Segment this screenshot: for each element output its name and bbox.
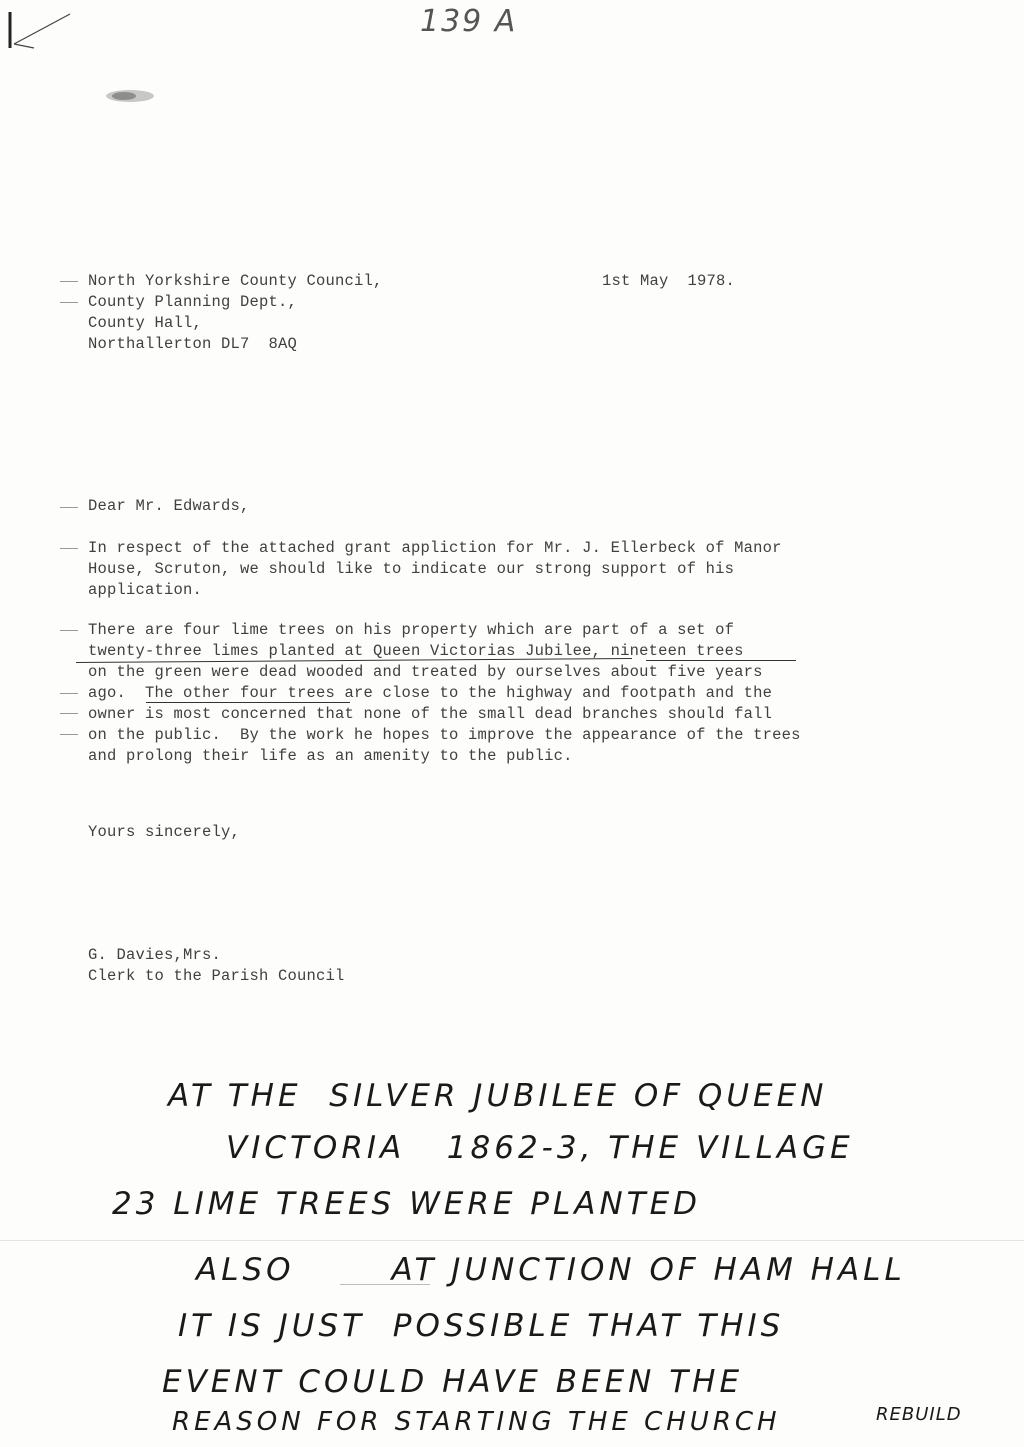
margin-tick bbox=[60, 548, 78, 549]
smudge-mark bbox=[102, 84, 160, 106]
margin-tick bbox=[60, 713, 78, 714]
handwritten-line: AT THE SILVER JUBILEE OF QUEEN bbox=[168, 1078, 828, 1114]
closing: Yours sincerely, bbox=[88, 823, 241, 841]
recipient-line-3: County Hall, bbox=[88, 314, 203, 332]
paragraph-2-line: on the public. By the work he hopes to improve the appearance of the trees bbox=[88, 726, 801, 744]
corner-fold-mark bbox=[4, 10, 74, 50]
margin-tick bbox=[60, 630, 78, 631]
handwritten-line: ALSO AT JUNCTION OF HAM HALL bbox=[196, 1252, 906, 1288]
underline-nineteen-trees bbox=[646, 660, 796, 661]
letter-date: 1st May 1978. bbox=[602, 272, 736, 290]
signatory-name: G. Davies,Mrs. bbox=[88, 946, 222, 964]
margin-tick bbox=[60, 281, 78, 282]
underline-other-four-trees bbox=[146, 702, 350, 703]
paragraph-2-line: on the green were dead wooded and treated by ourselves about five years bbox=[88, 663, 763, 681]
recipient-line-4: Northallerton DL7 8AQ bbox=[88, 335, 298, 353]
signatory-title: Clerk to the Parish Council bbox=[88, 967, 345, 985]
paragraph-2-line: and prolong their life as an amenity to the public. bbox=[88, 747, 573, 765]
paragraph-2-line: twenty-three limes planted at Queen Victorias Jubilee, nineteen trees bbox=[88, 642, 744, 660]
handwritten-dash bbox=[340, 1284, 430, 1285]
handwritten-line: REBUILD bbox=[876, 1404, 962, 1425]
paragraph-2-line: owner is most concerned that none of the small dead branches should fall bbox=[88, 705, 773, 723]
paper-line bbox=[0, 1240, 1024, 1241]
handwritten-line: EVENT COULD HAVE BEEN THE bbox=[162, 1364, 744, 1400]
recipient-line-1: North Yorkshire County Council, bbox=[88, 272, 383, 290]
margin-tick bbox=[60, 507, 78, 508]
margin-tick bbox=[60, 734, 78, 735]
paragraph-2-line: There are four lime trees on his property which are part of a set of bbox=[88, 621, 735, 639]
reference-mark: 139 A bbox=[420, 4, 518, 39]
paragraph-1-line: In respect of the attached grant appliction for Mr. J. Ellerbeck of Manor bbox=[88, 539, 782, 557]
paragraph-1-line: application. bbox=[88, 581, 203, 599]
handwritten-line: REASON FOR STARTING THE CHURCH bbox=[172, 1407, 781, 1437]
handwritten-line: VICTORIA 1862-3, THE VILLAGE bbox=[226, 1130, 854, 1166]
margin-tick bbox=[60, 302, 78, 303]
paragraph-1-line: House, Scruton, we should like to indicate our strong support of his bbox=[88, 560, 735, 578]
margin-tick bbox=[60, 693, 78, 694]
handwritten-line: 23 LIME TREES WERE PLANTED bbox=[112, 1186, 702, 1222]
handwritten-line: IT IS JUST POSSIBLE THAT THIS bbox=[178, 1308, 785, 1344]
salutation: Dear Mr. Edwards, bbox=[88, 497, 250, 515]
paragraph-2-line: ago. The other four trees are close to the highway and footpath and the bbox=[88, 684, 773, 702]
recipient-line-2: County Planning Dept., bbox=[88, 293, 298, 311]
